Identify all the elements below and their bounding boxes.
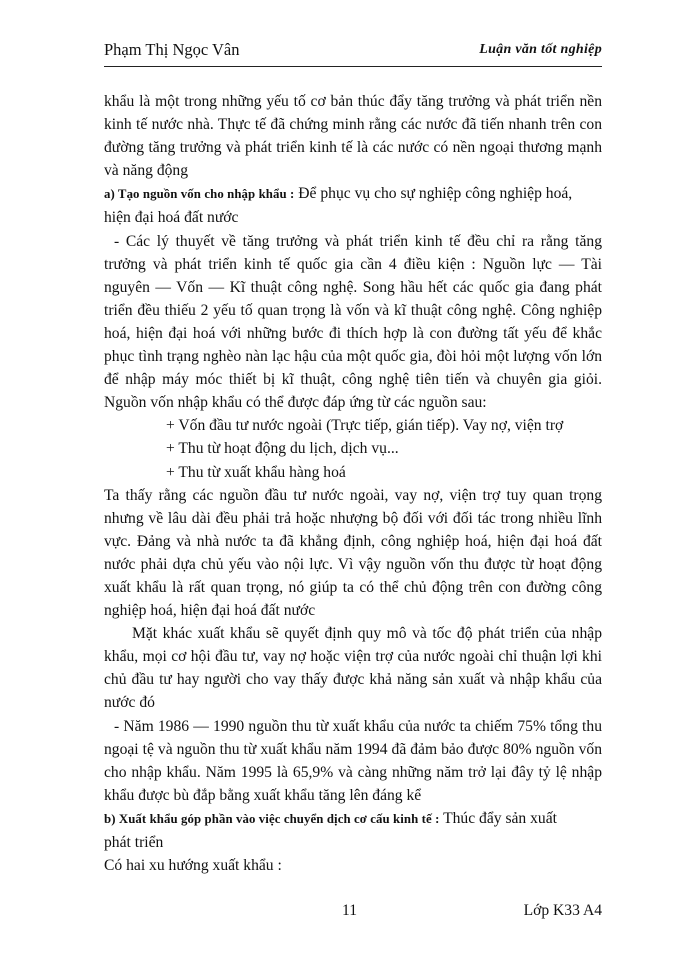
- page-footer: [104, 902, 602, 924]
- document-type: Luận văn tốt nghiệp: [479, 42, 602, 57]
- paragraph-intro: khẩu là một trong những yếu tố cơ bản thúc đẩy tăng trưởng và phát triển nền kinh tế nước nhà. Thực tế đã chứng minh rằng các nước đã tiến nhanh trên con đường tăng trưởng và phát triển kinh tế là các nước có nền ngoại thương mạnh và năng động: [104, 93, 602, 180]
- bullet-item: + Thu từ hoạt động du lịch, dịch vụ...: [166, 440, 399, 458]
- heading-b-label: b) Xuất khẩu góp phần vào việc chuyển dịch cơ cấu kinh tế :: [104, 811, 440, 826]
- heading-a-continuation: hiện đại hoá đất nước: [104, 209, 239, 227]
- page-header: [104, 38, 602, 67]
- paragraph-theory: - Các lý thuyết về tăng trưởng và phát triển kinh tế đều chỉ ra rằng tăng trưởng và phát triển kinh tế quốc gia cần 4 điều kiện : Nguồn lực — Tài nguyên — Vốn — Kĩ thuật công nghệ. Song hầu hết các quốc gia đang phát triển đều thiếu 2 yếu tố quan trọng là vốn và kĩ thuật công nghệ. Công nghiệp hoá, hiện đại hoá với những bước đi thích hợp là con đường tất yếu để khắc phục tình trạng nghèo nàn lạc hậu của một quốc gia, đòi hỏi một lượng vốn lớn để nhập máy móc thiết bị kĩ thuật, công nghệ tiên tiến và chuyên gia giỏi. Nguồn vốn nhập khẩu có thể được đáp ứng từ các nguồn sau:: [104, 232, 602, 412]
- class-label: Lớp K33 A4: [523, 902, 602, 919]
- heading-a-text: Để phục vụ cho sự nghiệp công nghiệp hoá,: [298, 185, 573, 203]
- heading-b-text: Thúc đẩy sản xuất: [443, 809, 557, 827]
- paragraph-figures: - Năm 1986 — 1990 nguồn thu từ xuất khẩu của nước ta chiếm 75% tổng thu ngoại tệ và nguồn thu từ xuất khẩu năm 1994 đã đảm bảo được 80% nguồn vốn cho nhập khẩu. Năm 1995 là 65,9% và càng những năm trở lại đây tỷ lệ nhập khẩu được bù đắp bằng xuất khẩu tăng lên đáng kể: [104, 717, 602, 804]
- heading-b: [104, 807, 602, 831]
- paragraph-scale: Mặt khác xuất khẩu sẽ quyết định quy mô và tốc độ phát triển của nhập khẩu, mọi cơ hội đầu tư, vay nợ hoặc viện trợ của nước ngoài chỉ thuận lợi khi chủ đầu tư hay người cho vay thấy được khả năng sản xuất và nhập khẩu của nước đó: [104, 625, 602, 712]
- bullet-item: + Vốn đầu tư nước ngoài (Trực tiếp, gián tiếp). Vay nợ, viện trợ: [166, 417, 564, 435]
- author-name: Phạm Thị Ngọc Vân: [104, 40, 240, 59]
- page-content: [104, 90, 602, 877]
- paragraph-investment: Ta thấy rằng các nguồn đầu tư nước ngoài, vay nợ, viện trợ tuy quan trọng nhưng về lâu dài đều phải trả hoặc nhượng bộ đối với đối tác trong nhiều lĩnh vực. Đảng và nhà nước ta đã khẳng định, công nghiệp hoá, hiện đại hoá đất nước phải dựa chủ yếu vào nội lực. Vì vậy nguồn vốn thu được từ hoạt động xuất khẩu là rất quan trọng, nó giúp ta có thể chủ động trên con đường công nghiệp hoá, hiện đại hoá đất nước: [104, 486, 602, 620]
- heading-a: [104, 182, 602, 206]
- paragraph-trends: Có hai xu hướng xuất khẩu :: [104, 857, 282, 875]
- heading-b-continuation: phát triển: [104, 834, 164, 851]
- heading-a-label: a) Tạo nguồn vốn cho nhập khẩu :: [104, 187, 295, 202]
- page-number: 11: [342, 902, 358, 919]
- bullet-item: + Thu từ xuất khẩu hàng hoá: [166, 463, 346, 481]
